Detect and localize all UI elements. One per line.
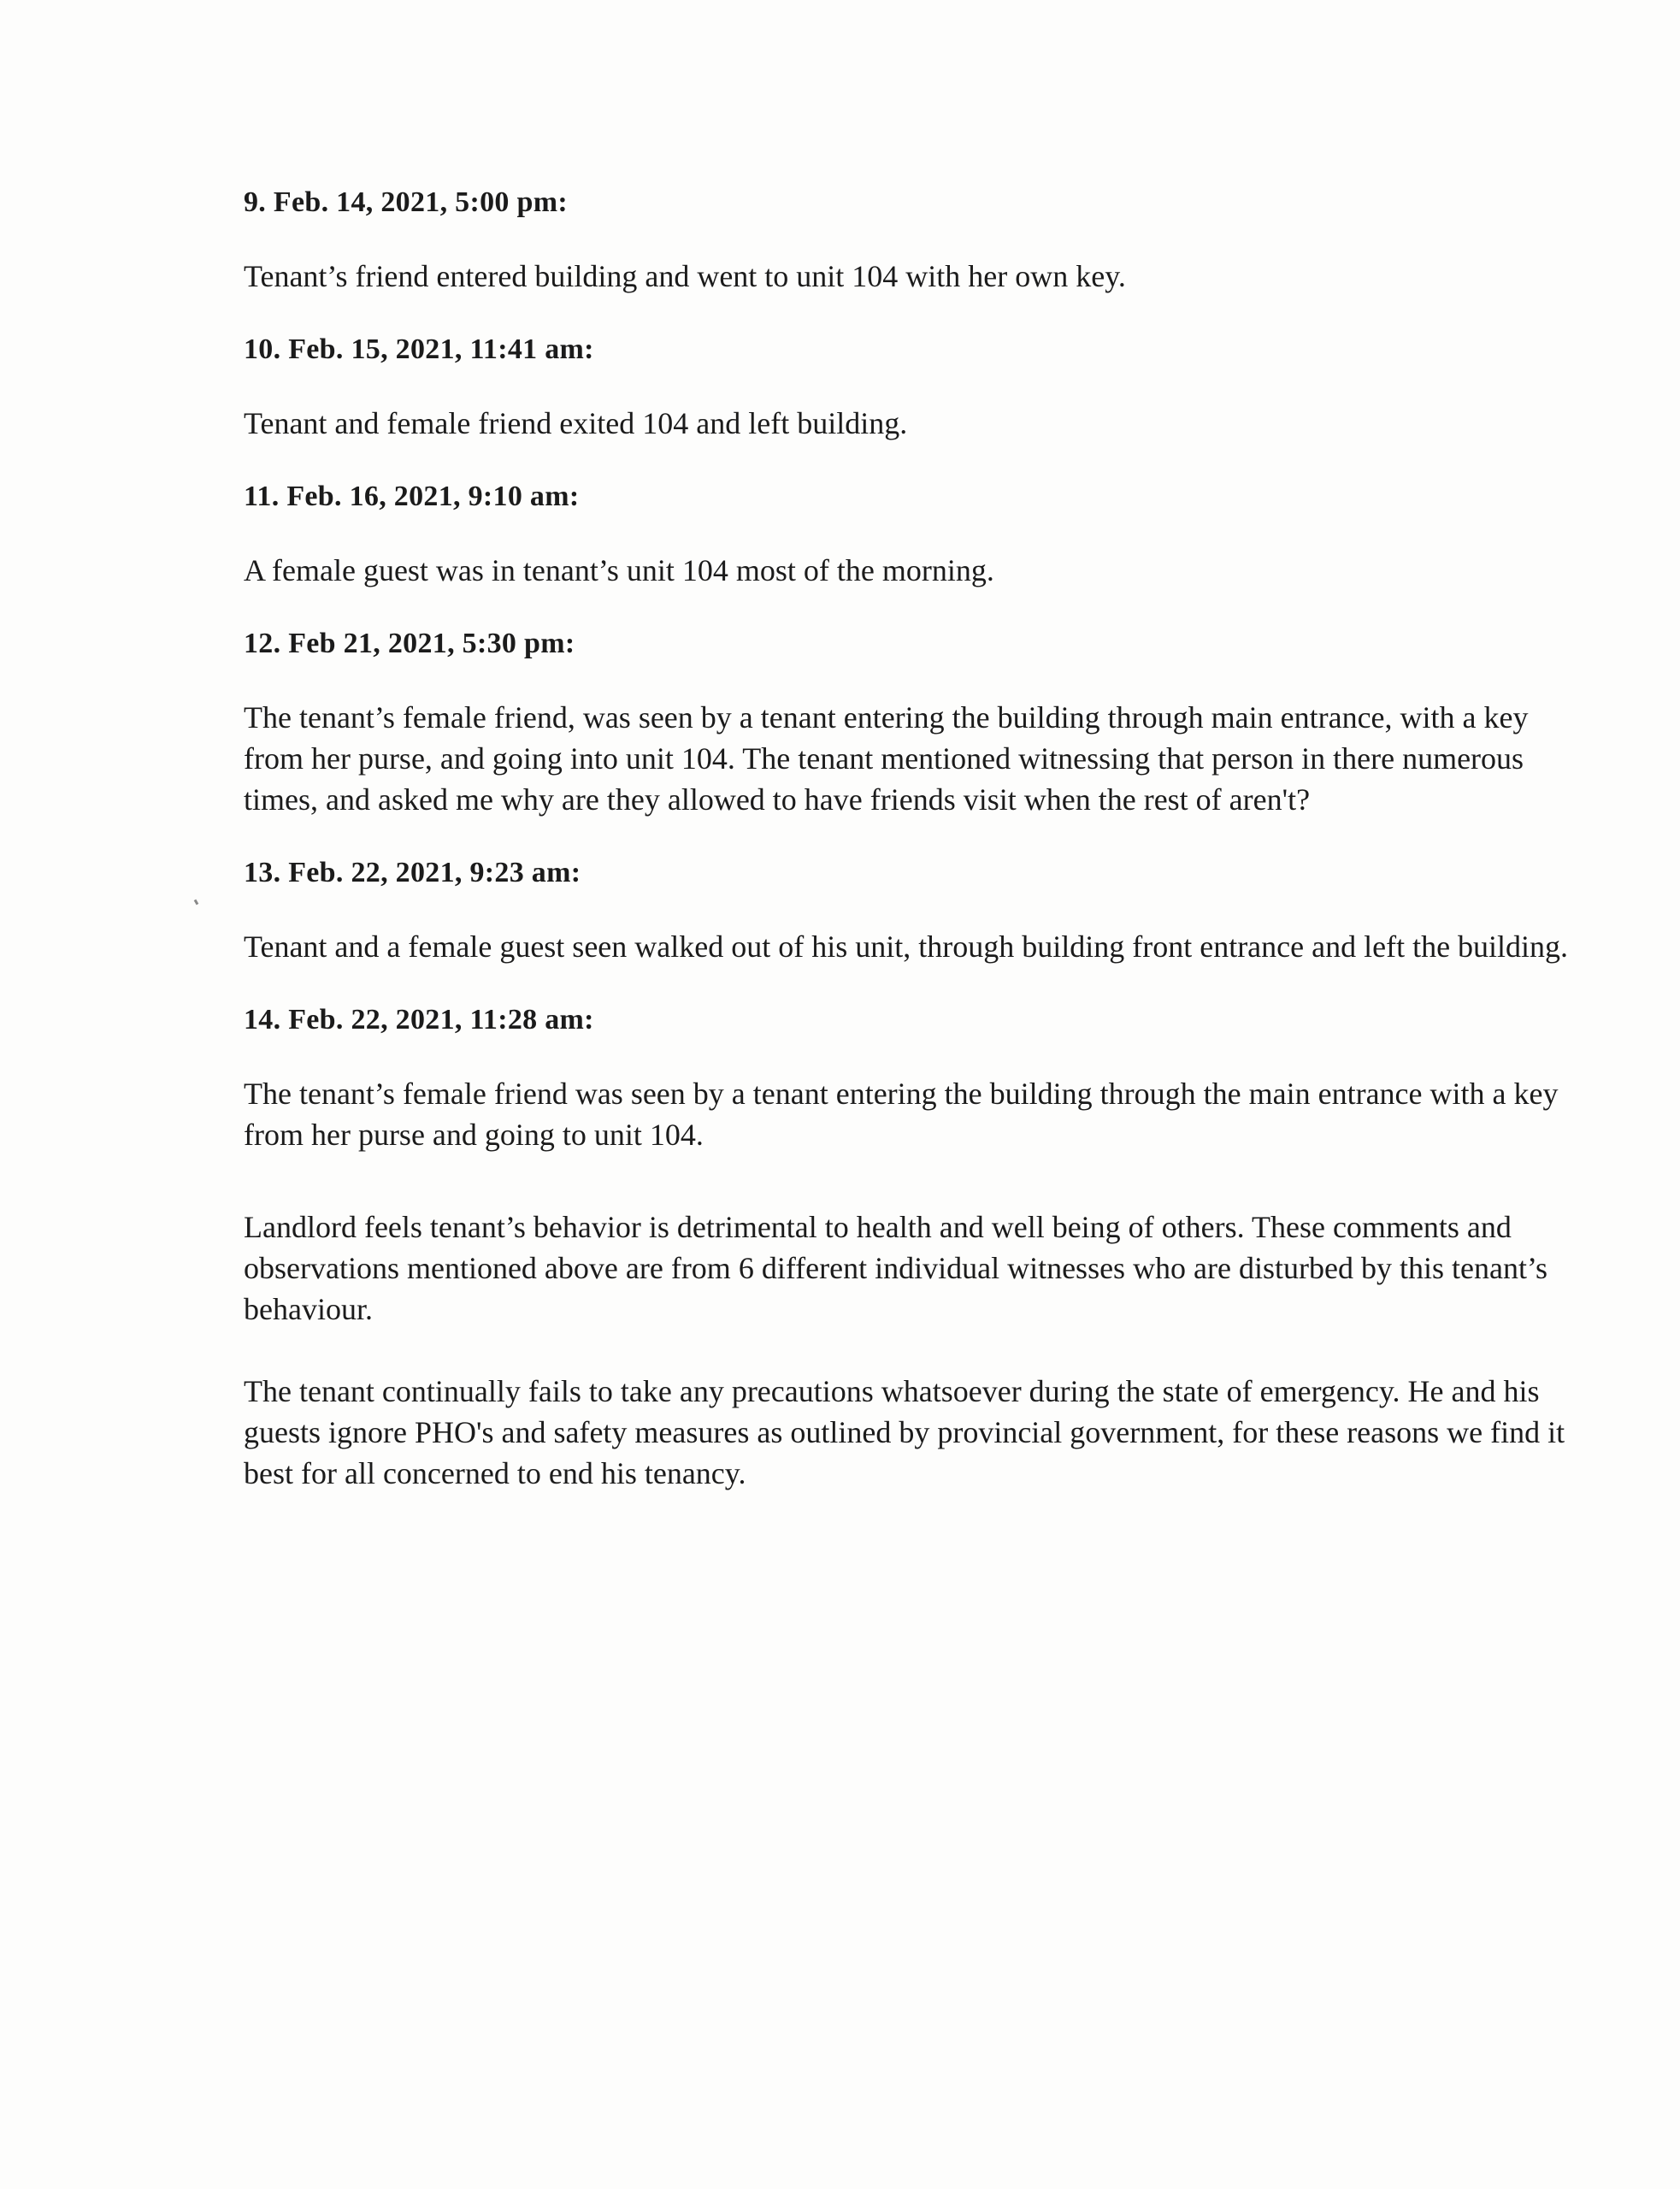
summary-paragraph-landlord: Landlord feels tenant’s behavior is detrimental to health and well being of others. These comments and observations mentioned above are from 6 different individual witnesses who are disturbed by this tenant’s behaviour. [244,1210,1547,1326]
entry-text: The tenant’s female friend, was seen by a tenant entering the building through main entrance, with a key from her purse, and going into unit 104. The tenant mentioned witnessing that person in there numerous times, and asked me why are they allowed to have friends visit when the rest of aren't? [244,700,1529,817]
log-entry-9 [244,184,1577,297]
entry-text: The tenant’s female friend was seen by a tenant entering the building through the main entrance with a key from her purse and going to unit 104. [244,1077,1559,1152]
entry-heading: 11. Feb. 16, 2021, 9:10 am: [244,481,580,512]
log-entry-13 [244,854,1577,967]
summary-section [244,1207,1577,1494]
log-entry-10 [244,331,1577,444]
entry-text: Tenant’s friend entered building and went to unit 104 with her own key. [244,259,1126,293]
entry-text: Tenant and a female guest seen walked out of his unit, through building front entrance and left the building. [244,929,1569,964]
entry-heading: 12. Feb 21, 2021, 5:30 pm: [244,628,575,659]
entry-heading: 14. Feb. 22, 2021, 11:28 am: [244,1004,594,1035]
scan-speck [194,900,199,906]
entry-heading: 9. Feb. 14, 2021, 5:00 pm: [244,186,568,218]
entry-heading: 13. Feb. 22, 2021, 9:23 am: [244,857,581,888]
document-body [244,184,1577,1535]
log-entry-12 [244,625,1577,820]
summary-paragraph-conclusion: The tenant continually fails to take any precautions whatsoever during the state of emergency. He and his guests ignore PHO's and safety measures as outlined by provincial government, for these reasons we find it best for all concerned to end his tenancy. [244,1374,1565,1490]
log-entry-14 [244,1001,1577,1155]
log-entry-11 [244,478,1577,591]
entry-heading: 10. Feb. 15, 2021, 11:41 am: [244,333,594,365]
entry-text: Tenant and female friend exited 104 and left building. [244,406,908,440]
entry-text: A female guest was in tenant’s unit 104 most of the morning. [244,553,994,587]
